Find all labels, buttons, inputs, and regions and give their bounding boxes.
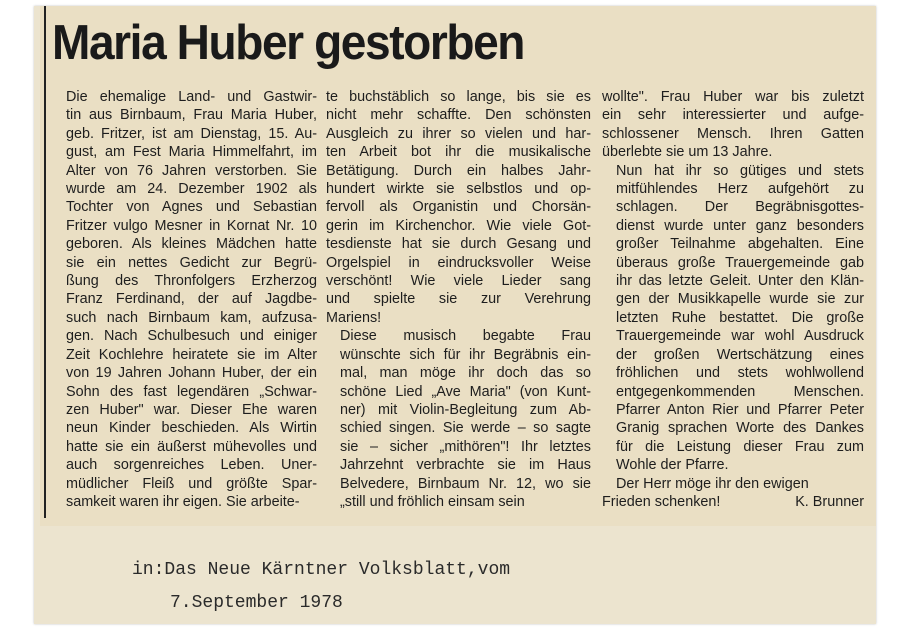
text-line: schied singen. Sie werde – so sagte xyxy=(340,420,591,437)
text-line: Der Herr möge ihr den ewigen xyxy=(616,475,809,492)
text-line: entgegenkommenden Menschen. xyxy=(616,383,864,400)
text-line: Pfarrer Anton Rier und Pfarrer Peter xyxy=(616,401,864,418)
column-rule xyxy=(44,6,46,518)
text-line: Orgelspiel in eindrucksvoller Weise xyxy=(326,254,591,271)
source-note xyxy=(132,554,510,620)
text-line: Die ehemalige Land- und Gastwir- xyxy=(66,89,317,105)
text-line: wollte". Frau Huber war bis zuletzt xyxy=(602,89,864,105)
text-line: mal, man möge ihr doch das so xyxy=(340,365,591,382)
text-line: Wohle der Pfarre. xyxy=(616,457,729,474)
source-line-2: 7.September 1978 xyxy=(170,593,343,613)
paragraph xyxy=(326,88,591,327)
text-line: gen der Musikkapelle wurde sie zur xyxy=(616,291,864,308)
source-line-1: in:Das Neue Kärntner Volksblatt,vom xyxy=(132,560,511,580)
text-line: Alter von 76 Jahren verstorben. Sie xyxy=(66,162,317,179)
text-line: gen. Nach Schulbesuch und einiger xyxy=(66,328,317,345)
text-line: te buchstäblich so lange, bis sie es xyxy=(326,89,591,105)
text-line: Ausgleich zu ihrer so vielen und har- xyxy=(326,125,591,142)
text-line: auch sorgenreiches Leben. Uner- xyxy=(66,457,317,474)
text-line: Granig sprachen Worte des Dankes xyxy=(616,420,864,437)
paragraph xyxy=(602,88,864,162)
text-line: Diese musisch begabte Frau xyxy=(340,328,591,345)
author-signature: K. Brunner xyxy=(795,493,864,510)
text-line: ihr das letzte Geleit. Unter den Klän- xyxy=(616,273,864,290)
text-line: fröhlichen und stets wohlwollend xyxy=(616,365,864,382)
closing-line xyxy=(602,493,864,511)
text-line: überaus große Trauergemeinde gab xyxy=(616,254,864,271)
text-line: Zeit Kochlehre heiratete sie im Alter xyxy=(66,346,317,363)
text-line: letzten Ruhe bestattet. Die große xyxy=(616,309,864,326)
paragraph xyxy=(602,475,864,493)
article-column-1 xyxy=(52,88,317,511)
text-line: geb. Fritzer, ist am Dienstag, 15. Au- xyxy=(66,125,317,142)
text-line: „still und fröhlich einsam sein xyxy=(340,493,525,510)
text-line: Sohn des fast legendären „Schwar- xyxy=(66,383,317,400)
text-line: verschönt! Wie viele Lieder sang xyxy=(326,273,591,290)
article-column-2 xyxy=(326,88,591,511)
text-line: hatte sie ein äußerst mühevolles und xyxy=(66,438,317,455)
text-line: Trauergemeinde war wohl Ausdruck xyxy=(616,328,864,345)
paragraph xyxy=(602,162,864,475)
text-line: tesdienste hat sie durch Gesang und xyxy=(326,236,591,253)
text-line: geboren. Als kleines Mädchen hatte xyxy=(66,236,317,253)
text-line: für die Leistung dieser Frau zum xyxy=(616,438,864,455)
text-line: hundert wirkte sie selbstlos und op- xyxy=(326,181,591,198)
text-line: fervoll als Organistin und Chorsän- xyxy=(326,199,591,216)
article-headline: Maria Huber gestorben xyxy=(52,16,525,70)
text-line: neun Kinder beschieden. Als Wirtin xyxy=(66,420,317,437)
text-line: großer Teilnahme abgehalten. Eine xyxy=(616,236,864,253)
text-line: sie – sicher „mithören"! Ihr letztes xyxy=(340,438,591,455)
text-line: Mariens! xyxy=(326,309,382,326)
text-line: ßung des Thronfolgers Erzherzog xyxy=(66,273,317,290)
text-line: dienst wurde unter ganz besonders xyxy=(616,217,864,234)
text-line: Tochter von Agnes und Sebastian xyxy=(66,199,317,216)
newspaper-clipping xyxy=(40,6,876,526)
text-line: such nach Birnbaum kam, aufzusa- xyxy=(66,309,317,326)
text-line: mitfühlendes Herz aufgehört zu xyxy=(616,181,864,198)
text-line: gerin im Kirchenchor. Wie viele Got- xyxy=(326,217,591,234)
text-line: nicht mehr schaffte. Den schönsten xyxy=(326,107,591,124)
text-line: wurde am 24. Dezember 1902 als xyxy=(66,181,317,198)
text-line: überlebte sie um 13 Jahre. xyxy=(602,144,773,161)
text-line: gust, am Fest Maria Himmelfahrt, im xyxy=(66,144,317,161)
closing-text: Frieden schenken! xyxy=(602,493,721,510)
text-line: schlossener Mensch. Ihren Gatten xyxy=(602,125,864,142)
paragraph xyxy=(326,327,591,511)
text-line: schlagen. Der Begräbnisgottes- xyxy=(616,199,864,216)
text-line: wünschte sich für ihr Begräbnis ein- xyxy=(340,346,591,363)
text-line: Fritzer vulgo Mesner in Kornat Nr. 10 xyxy=(66,217,317,234)
text-line: müdlicher Fleiß und größte Spar- xyxy=(66,475,317,492)
text-line: schöne Lied „Ave Maria" (von Kunt- xyxy=(340,383,591,400)
article-column-3 xyxy=(602,88,864,511)
text-line: von 19 Jahren Johann Huber, der ein xyxy=(66,365,317,382)
paper-sheet xyxy=(34,6,876,624)
text-line: ner) mit Violin-Begleitung zum Ab- xyxy=(340,401,591,418)
text-line: Nun hat ihr so gütiges und stets xyxy=(616,162,864,179)
text-line: Belvedere, Birnbaum Nr. 12, wo sie xyxy=(340,475,591,492)
text-line: Franz Ferdinand, der auf Jagdbe- xyxy=(66,291,317,308)
paragraph xyxy=(52,88,317,511)
text-line: der großen Wertschätzung eines xyxy=(616,346,864,363)
text-line: sie ein nettes Gedicht zur Begrü- xyxy=(66,254,317,271)
text-line: und spielte sie zur Verehrung xyxy=(326,291,591,308)
text-line: samkeit waren ihr eigen. Sie arbeite- xyxy=(66,493,300,510)
text-line: tin aus Birnbaum, Frau Maria Huber, xyxy=(66,107,317,124)
text-line: zen Huber" war. Dieser Ehe waren xyxy=(66,401,317,418)
text-line: ein sehr interessierter und aufge- xyxy=(602,107,864,124)
text-line: Jahrzehnt verbrachte sie im Haus xyxy=(340,457,591,474)
text-line: Betätigung. Durch ein halbes Jahr- xyxy=(326,162,591,179)
text-line: ten Arbeit bot ihr die musikalische xyxy=(326,144,591,161)
